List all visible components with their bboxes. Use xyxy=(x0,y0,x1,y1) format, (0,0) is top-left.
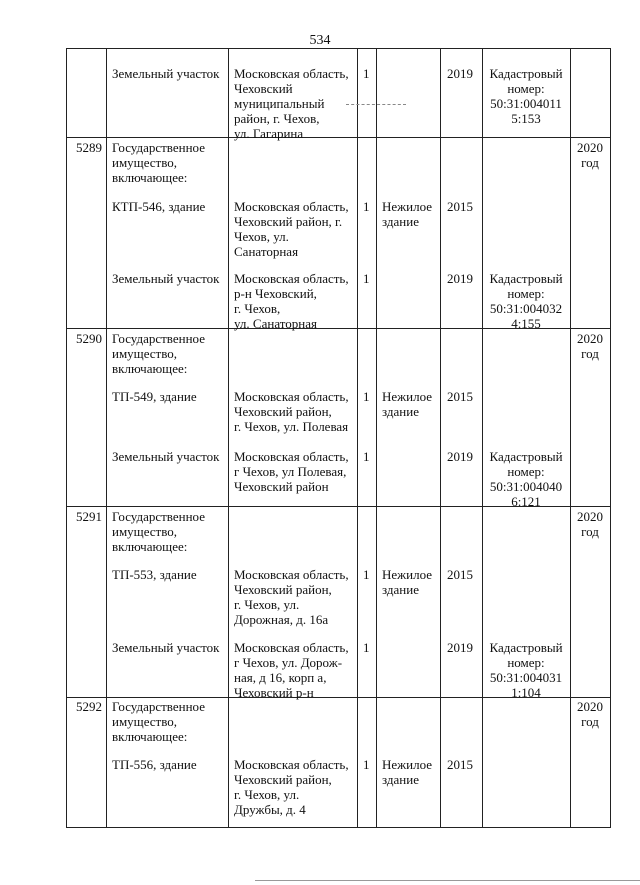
row-deadline: 2020 год xyxy=(577,509,603,539)
scan-artifact xyxy=(346,104,406,105)
row-number: 5291 xyxy=(76,509,102,524)
item-note: Кадастровый номер: 50:31:004040 6:121 xyxy=(489,449,563,509)
item-type: Нежилое здание xyxy=(382,757,433,787)
column-divider-address xyxy=(228,48,229,827)
row-deadline: 2020 год xyxy=(577,699,603,729)
item-address: Московская область, Чеховский район, г. Чехов, ул. Дружбы, д. 4 xyxy=(234,757,349,817)
item-year: 2015 xyxy=(447,199,473,214)
table-border-right xyxy=(610,48,611,827)
column-divider-type xyxy=(376,48,377,827)
item-type: Нежилое здание xyxy=(382,567,433,597)
item-address: Московская область, г Чехов, ул. Дорож- ная, д 16, корп а, Чеховский р-н xyxy=(234,640,349,700)
item-name: Земельный участок xyxy=(112,449,220,464)
item-quantity: 1 xyxy=(363,640,370,655)
column-divider-qty xyxy=(357,48,358,827)
item-year: 2019 xyxy=(447,449,473,464)
item-year: 2015 xyxy=(447,567,473,582)
item-name: ТП-549, здание xyxy=(112,389,197,404)
item-quantity: 1 xyxy=(363,449,370,464)
item-name: ТП-556, здание xyxy=(112,757,197,772)
row-title: Государственное имущество, включающее: xyxy=(112,140,205,185)
item-quantity: 1 xyxy=(363,66,370,81)
column-divider-year xyxy=(440,48,441,827)
row-title: Государственное имущество, включающее: xyxy=(112,699,205,744)
item-quantity: 1 xyxy=(363,757,370,772)
row-number: 5292 xyxy=(76,699,102,714)
item-type: Нежилое здание xyxy=(382,389,433,419)
item-note: Кадастровый номер: 50:31:004032 4:155 xyxy=(489,271,563,331)
item-address: Московская область, р-н Чеховский, г. Чехов, ул. Санаторная xyxy=(234,271,349,331)
column-divider-name xyxy=(106,48,107,827)
row-title: Государственное имущество, включающее: xyxy=(112,509,205,554)
row-title: Государственное имущество, включающее: xyxy=(112,331,205,376)
item-address: Московская область, Чеховский район, г. Чехов, ул. Дорожная, д. 16а xyxy=(234,567,349,627)
item-note: Кадастровый номер: 50:31:004031 1:104 xyxy=(489,640,563,700)
item-address: Московская область, Чеховский муниципальный район, г. Чехов, ул. Гагарина xyxy=(234,66,349,141)
scan-artifact xyxy=(255,880,640,881)
item-quantity: 1 xyxy=(363,389,370,404)
table-bottom-border xyxy=(66,827,611,828)
item-year: 2015 xyxy=(447,757,473,772)
item-quantity: 1 xyxy=(363,271,370,286)
item-address: Московская область, Чеховский район, г. Чехов, ул. Санаторная xyxy=(234,199,349,259)
item-name: ТП-553, здание xyxy=(112,567,197,582)
item-quantity: 1 xyxy=(363,199,370,214)
item-name: Земельный участок xyxy=(112,640,220,655)
item-quantity: 1 xyxy=(363,567,370,582)
row-deadline: 2020 год xyxy=(577,331,603,361)
item-year: 2019 xyxy=(447,66,473,81)
item-name: КТП-546, здание xyxy=(112,199,206,214)
item-address: Московская область, Чеховский район, г. Чехов, ул. Полевая xyxy=(234,389,349,434)
column-divider-note xyxy=(482,48,483,827)
page-number: 534 xyxy=(309,33,331,48)
row-number: 5289 xyxy=(76,140,102,155)
item-year: 2019 xyxy=(447,271,473,286)
row-number: 5290 xyxy=(76,331,102,346)
row-deadline: 2020 год xyxy=(577,140,603,170)
item-address: Московская область, г Чехов, ул Полевая, Чеховский район xyxy=(234,449,349,494)
item-year: 2015 xyxy=(447,389,473,404)
item-name: Земельный участок xyxy=(112,66,220,81)
item-name: Земельный участок xyxy=(112,271,220,286)
item-type: Нежилое здание xyxy=(382,199,433,229)
table-top-border xyxy=(66,48,611,49)
item-note: Кадастровый номер: 50:31:004011 5:153 xyxy=(489,66,563,126)
item-year: 2019 xyxy=(447,640,473,655)
